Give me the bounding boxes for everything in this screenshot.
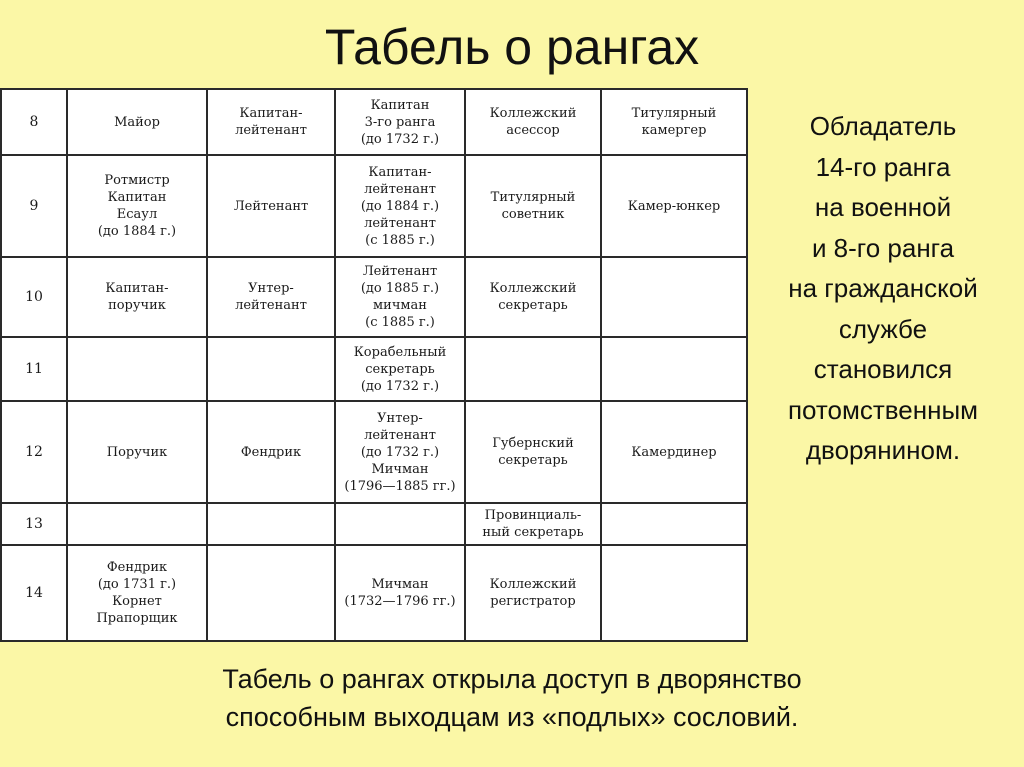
rank-number-cell: 11: [1, 337, 67, 401]
rank-cell: Унтер- лейтенант (до 1732 г.) Мичман (1796—1885 гг.): [335, 401, 465, 503]
table-row: [1, 503, 747, 545]
rank-cell: Унтер- лейтенант: [207, 257, 335, 337]
ranks-table-body: [1, 89, 747, 641]
rank-cell: Капитан- лейтенант: [207, 89, 335, 155]
rank-number-cell: 12: [1, 401, 67, 503]
table-row: [1, 155, 747, 257]
bottom-note: Табель о рангах открыла доступ в дворянство способным выходцам из «подлых» сословий.: [222, 664, 802, 732]
rank-cell: [207, 545, 335, 641]
rank-cell: Мичман (1732—1796 гг.): [335, 545, 465, 641]
rank-cell: Камердинер: [601, 401, 747, 503]
rank-cell: [67, 337, 207, 401]
rank-cell: Губернский секретарь: [465, 401, 601, 503]
rank-cell: Провинциаль- ный секретарь: [465, 503, 601, 545]
rank-number-cell: 9: [1, 155, 67, 257]
rank-cell: Лейтенант (до 1885 г.) мичман (с 1885 г.): [335, 257, 465, 337]
rank-number-cell: 10: [1, 257, 67, 337]
slide-title: Табель о рангах: [324, 19, 700, 75]
table-row: [1, 545, 747, 641]
rank-cell: Коллежский секретарь: [465, 257, 601, 337]
table-row: [1, 89, 747, 155]
rank-cell: [207, 503, 335, 545]
rank-cell: Коллежский асессор: [465, 89, 601, 155]
rank-cell: [601, 257, 747, 337]
rank-cell: [67, 503, 207, 545]
rank-cell: [601, 337, 747, 401]
table-row: [1, 257, 747, 337]
rank-cell: Капитан 3-го ранга (до 1732 г.): [335, 89, 465, 155]
rank-cell: Титулярный камергер: [601, 89, 747, 155]
table-row: [1, 337, 747, 401]
rank-number-cell: 14: [1, 545, 67, 641]
rank-number-cell: 13: [1, 503, 67, 545]
rank-cell: Майор: [67, 89, 207, 155]
rank-cell: Поручик: [67, 401, 207, 503]
rank-cell: [335, 503, 465, 545]
table-row: [1, 401, 747, 503]
rank-cell: [601, 503, 747, 545]
rank-cell: Фендрик: [207, 401, 335, 503]
rank-cell: Ротмистр Капитан Есаул (до 1884 г.): [67, 155, 207, 257]
rank-cell: Корабельный секретарь (до 1732 г.): [335, 337, 465, 401]
ranks-table-container: [0, 88, 748, 640]
rank-cell: Капитан- лейтенант (до 1884 г.) лейтенант (с 1885 г.): [335, 155, 465, 257]
rank-cell: Капитан- поручик: [67, 257, 207, 337]
rank-cell: Камер-юнкер: [601, 155, 747, 257]
rank-cell: Лейтенант: [207, 155, 335, 257]
rank-cell: Фендрик (до 1731 г.) Корнет Прапорщик: [67, 545, 207, 641]
rank-cell: [465, 337, 601, 401]
rank-cell: Коллежский регистратор: [465, 545, 601, 641]
ranks-table: [0, 88, 748, 642]
side-note: Обладатель 14-го ранга на военной и 8-го ранга на гражданской службе становился потомственным дворянином.: [787, 111, 979, 465]
rank-number-cell: 8: [1, 89, 67, 155]
rank-cell: [601, 545, 747, 641]
rank-cell: Титулярный советник: [465, 155, 601, 257]
rank-cell: [207, 337, 335, 401]
